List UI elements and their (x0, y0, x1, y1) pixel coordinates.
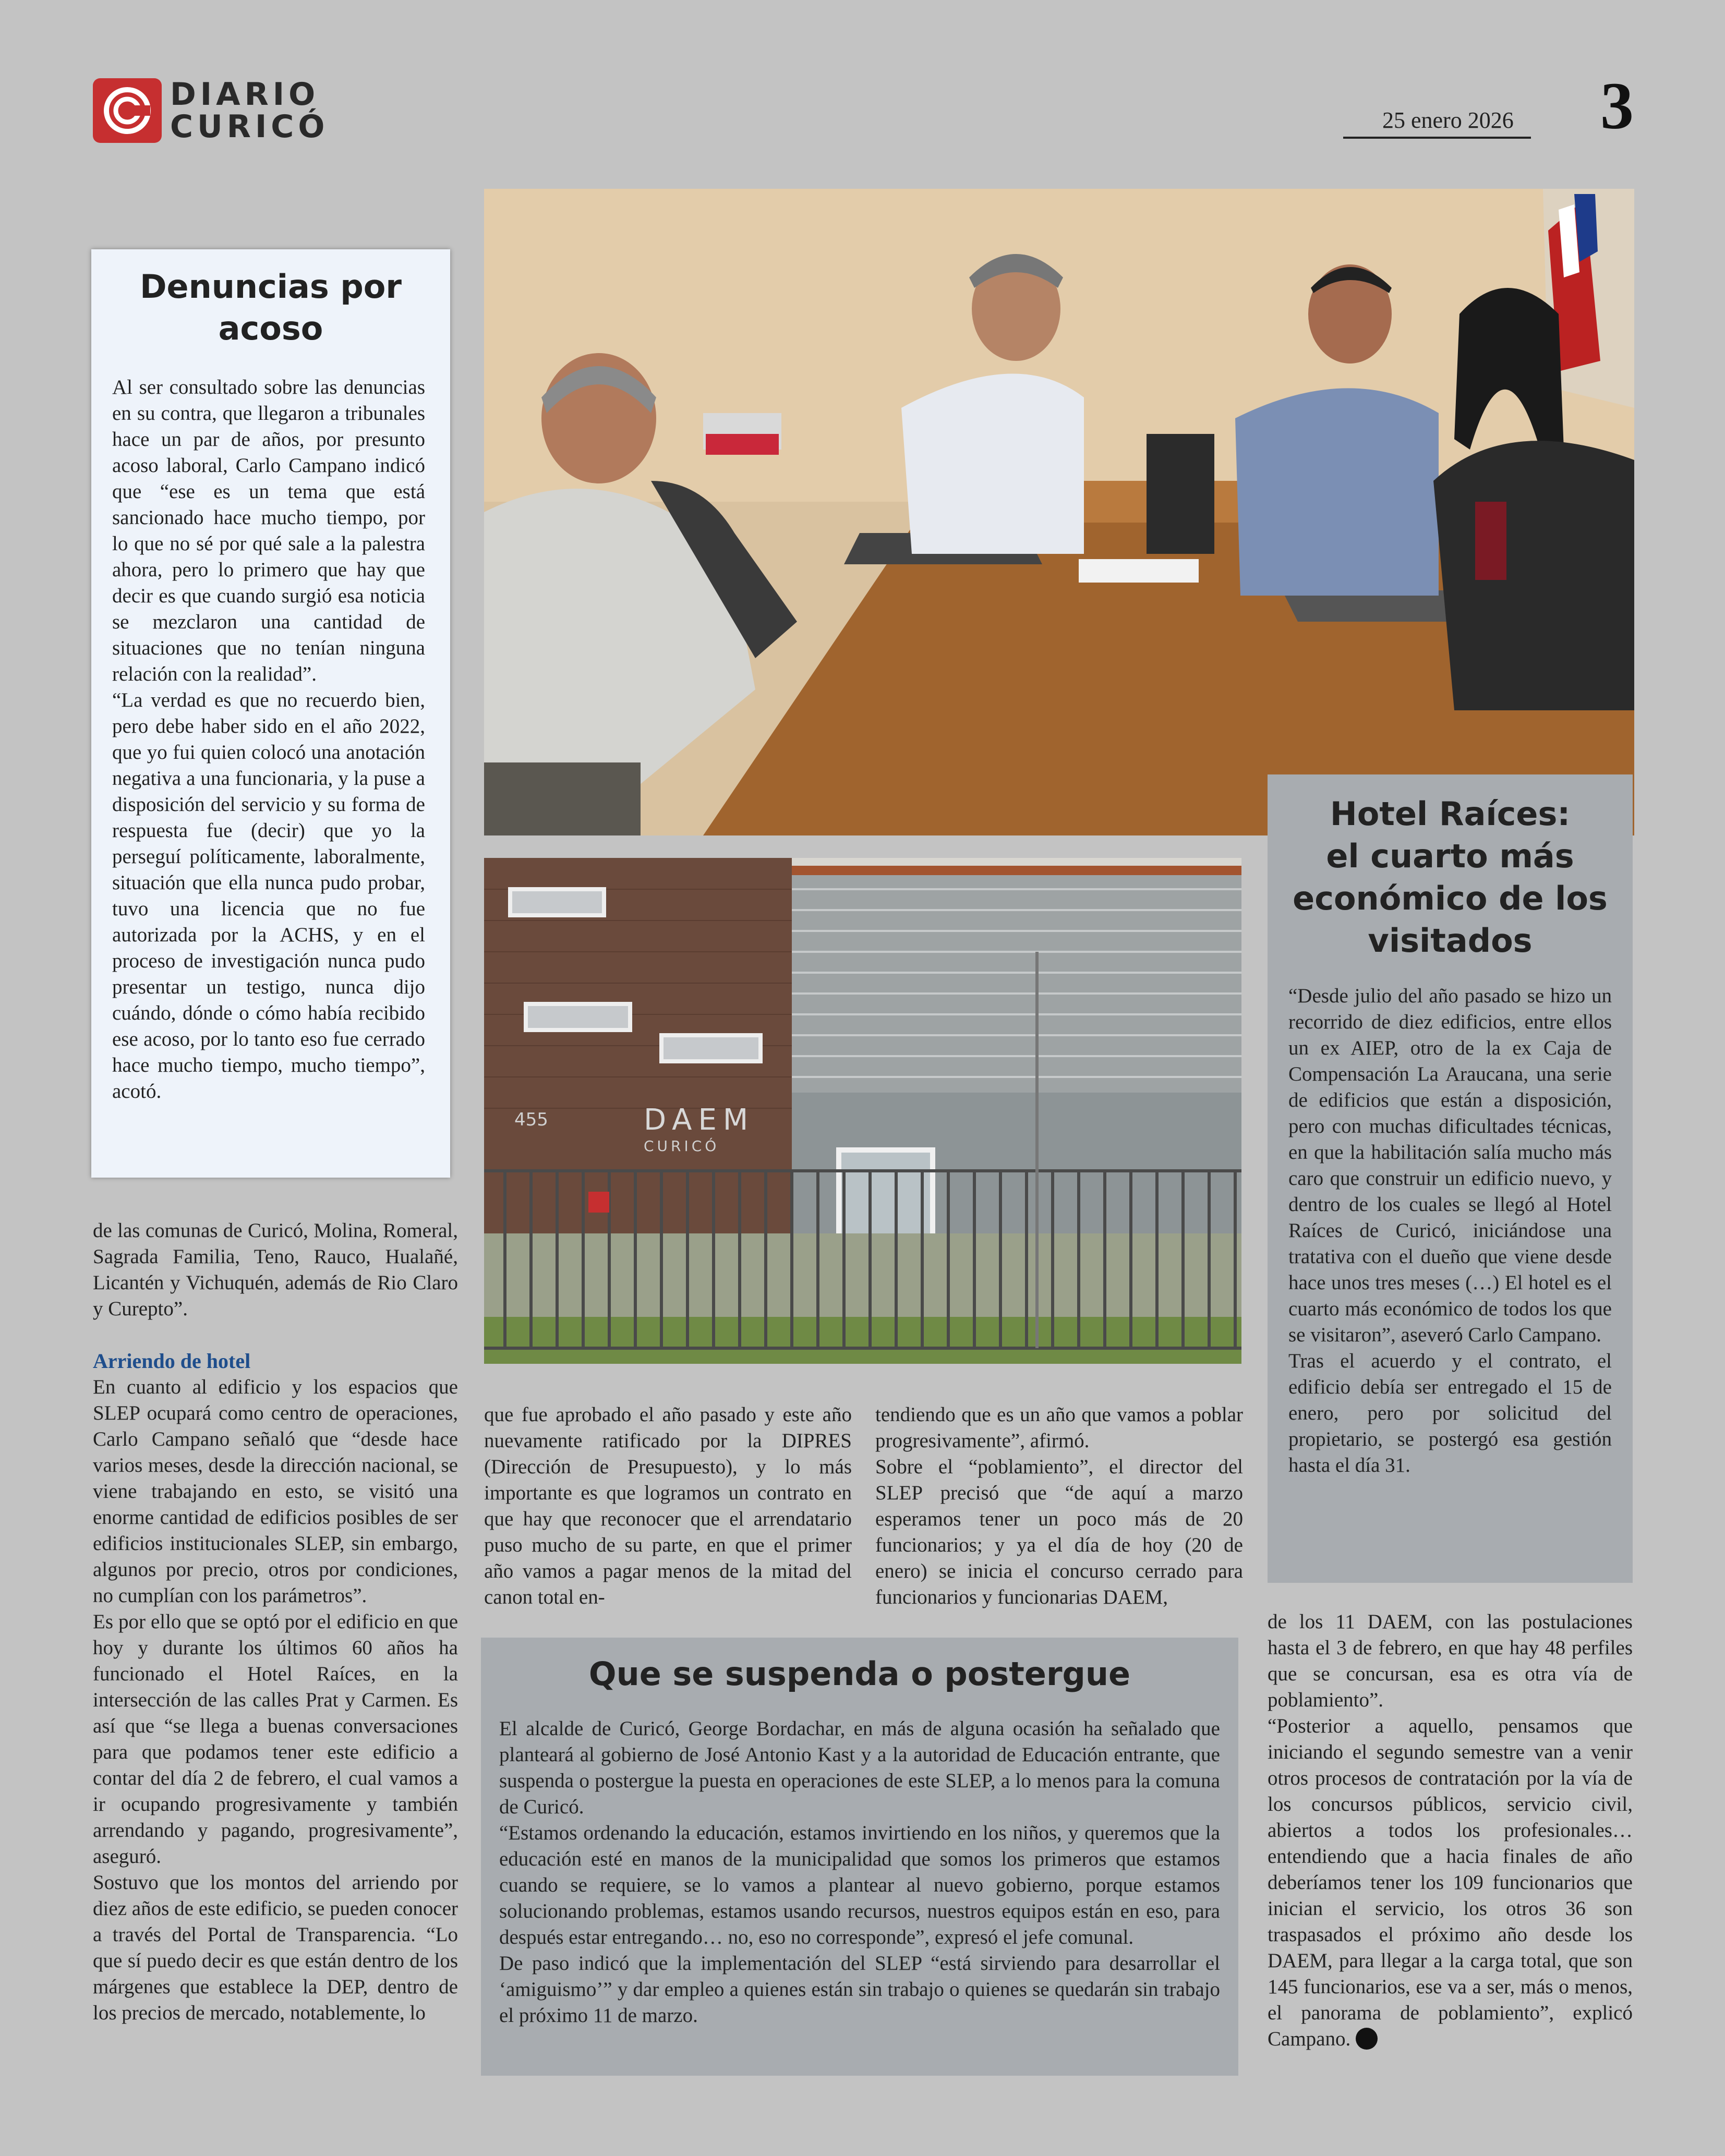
meeting-photo (484, 189, 1634, 835)
right-column-paragraph: de los 11 DAEM, con las postulaciones hasta el 3 de febrero, en que hay 48 perfiles que se concursan, esa es otra vía de poblamiento”. (1268, 1610, 1633, 1711)
box-acoso-title-line-2: acoso (218, 309, 323, 347)
page-number: 3 (1600, 69, 1634, 143)
building-street-number: 455 (514, 1109, 548, 1130)
box-hotel-title-line-1: Hotel Raíces: (1330, 795, 1571, 833)
daem-building-photo (484, 858, 1241, 1364)
left-column-intro: de las comunas de Curicó, Molina, Romeral, Sagrada Familia, Teno, Rauco, Hualañé, Licantén y Vichuquén, además de Rio Claro y Curepto”. (93, 1219, 458, 1320)
box-hotel-body (1288, 983, 1612, 1479)
brand-logo-icon (93, 78, 162, 143)
middle-column-b (875, 1402, 1243, 1610)
box-hotel-title-line-4: visitados (1368, 922, 1533, 960)
brand-name (170, 78, 329, 143)
box-acoso-body (112, 374, 425, 1105)
box-hotel-paragraph: “Desde julio del año pasado se hizo un recorrido de diez edificios, entre ellos un ex AIEP, otro de la ex Caja de Compensación La Araucana, una serie de edificios que están a disposición, pero con muchas dificultades técnicas, en que la habilitación salía mucho más caro que construir un edificio nuevo, y dentro de los cuales se llegó al Hotel Raíces de Curicó, iniciándose una tratativa con el dueño que viene desde hace unos tres meses (…) El hotel es el cuarto más económico de todos los que se visitaron”, aseveró Carlo Campano. (1288, 985, 1612, 1346)
right-column-paragraph (1268, 1713, 1633, 2052)
brand-line-1: DIARIO (170, 76, 320, 113)
box-suspenda-paragraph: El alcalde de Curicó, George Bordachar, en más de alguna ocasión ha señalado que planteará al gobierno de José Antonio Kast y a la autoridad de Educación entrante, que suspenda o postergue la puesta en operaciones de este SLEP, a lo menos para la comuna de Curicó. (499, 1717, 1220, 1818)
brand-line-2: CURICÓ (170, 108, 329, 145)
box-suspenda-paragraph: De paso indicó que la implementación del SLEP “está sirviendo para desarrollar el ‘amiguismo’” y dar empleo a quienes están sin trabajo o quienes se quedarán sin trabajo el próximo 11 de marzo. (499, 1952, 1220, 2027)
middle-column-a-text: que fue aprobado el año pasado y este año nuevamente ratificado por la DIPRES (Dirección de Presupuesto), y lo más importante es que logramos un contrato en que hay que reconocer que el arrendatario puso mucho de su parte, en que el primer año vamos a pagar menos de la mitad del canon total en- (484, 1403, 852, 1608)
right-column-article (1268, 1609, 1633, 2052)
box-acoso-paragraph: Al ser consultado sobre las denuncias en su contra, que llegaron a tribunales hace un par de años, por presunto acoso laboral, Carlo Campano indicó que “ese es un tema que está sancionado hace mucho tiempo, por lo que no sé por qué sale a la palestra ahora, pero lo primero que hay que decir es que cuando surgió esa noticia se mezclaron una cantidad de situaciones que no tenían ninguna relación con la realidad”. (112, 376, 425, 685)
box-hotel-title-line-2: el cuarto más (1326, 837, 1574, 875)
box-suspenda-postergue (481, 1638, 1238, 2076)
box-hotel-paragraph: Tras el acuerdo y el contrato, el edificio debía ser entregado el 15 de enero, pero por solicitud del propietario, se postergó esa gestión hasta el día 31. (1288, 1350, 1612, 1476)
left-column-article (93, 1218, 458, 2026)
middle-column-b-paragraph: tendiendo que es un año que vamos a poblar progresivamente”, afirmó. (875, 1403, 1243, 1452)
box-suspenda-title: Que se suspenda o postergue (588, 1655, 1131, 1693)
left-column-paragraph: En cuanto al edificio y los espacios que SLEP ocupará como centro de operaciones, Carlo Campano señaló que “desde hace varios meses, desde la dirección nacional, se viene trabajando en esto, se visitó una enorme cantidad de edificios posibles de ser edificios institucionales SLEP, sin embargo, algunos por precio, otros por condiciones, no cumplían con los parámetros”. (93, 1376, 458, 1607)
middle-column-b-paragraph: Sobre el “poblamiento”, el director del SLEP precisó que “de aquí a marzo esperamos tener un poco más de 20 funcionarios; y ya el día de hoy (20 de enero) se inicia el concurso cerrado para funcionarios y funcionarias DAEM, (875, 1456, 1243, 1608)
date-underline (1343, 137, 1531, 139)
issue-date: 25 enero 2026 (1382, 107, 1514, 133)
left-column-paragraph: Es por ello que se optó por el edificio en que hoy y durante los últimos 60 años ha funcionado el Hotel Raíces, en la intersección de las calles Prat y Carmen. Es así que “se llega a buenas conversaciones para que podamos tener este edificio a contar del día 2 de febrero, el cual vamos a ir ocupando progresivamente y también arrendando y pagando, progresivamente”, aseguró. (93, 1610, 458, 1868)
middle-column-a (484, 1402, 852, 1610)
box-acoso-title-line-1: Denuncias por (140, 268, 402, 306)
building-sign-curico: CURICÓ (644, 1137, 720, 1155)
box-acoso-paragraph: “La verdad es que no recuerdo bien, pero debe haber sido en el año 2022, que yo fui quien colocó una anotación negativa a una funcionaria, y la puse a disposición del servicio y su forma de respuesta fue (decir) que yo la perseguí políticamente, laboralmente, situación que ella nunca pudo probar, tuvo una licencia que no fue autorizada por la ACHS, y en el proceso de investigación nunca pudo presentar un testigo, nunca dijo cuándo, dónde o cómo había recibido ese acoso, por lo tanto eso fue cerrado hace mucho tiempo, mucho tiempo”, acotó. (112, 689, 425, 1103)
building-sign-daem: DAEM (644, 1103, 755, 1137)
right-column-paragraph-text: “Posterior a aquello, pensamos que iniciando el segundo semestre van a venir otros procesos de contratación por la vía de los concursos públicos, servicio civil, abiertos a todos los profesionales… entendiendo que a hacia finales de año deberíamos tener los 109 funcionarios que inician el servicio, los otros 36 son traspasados el próximo año desde los DAEM, para llegar a la carga total, que son 145 funcionarios, ese va a ser, más o menos, el panorama de poblamiento”, explicó Campano. (1268, 1715, 1633, 2050)
spacer (93, 1322, 458, 1348)
subheading-arriendo-hotel: Arriendo de hotel (93, 1349, 251, 1373)
box-acoso-title (91, 266, 450, 349)
box-hotel-title-line-3: económico de los (1293, 879, 1608, 917)
box-suspenda-body (499, 1716, 1220, 2029)
box-hotel-title (1268, 793, 1633, 962)
box-hotel-raices (1268, 774, 1633, 1583)
box-denuncias-acoso (91, 249, 450, 1178)
end-of-article-dot-icon (1356, 2028, 1378, 2050)
box-suspenda-paragraph: “Estamos ordenando la educación, estamos invirtiendo en los niños, y queremos que la educación esté en manos de la municipalidad que somos los primeros que estamos cuando se requiere, se lo vamos a plantear al nuevo gobierno, porque estamos solucionando problemas, estamos usando recursos, nuestros equipos están en eso, para después estar entregando… no, eso no corresponde”, expresó el jefe comunal. (499, 1822, 1220, 1948)
left-column-paragraph: Sostuvo que los montos del arriendo por diez años de este edificio, se pueden conocer a través del Portal de Transparencia. “Lo que sí puedo decir es que están dentro de los márgenes que establece la DEP, dentro de los precios de mercado, notablemente, lo (93, 1871, 458, 2024)
